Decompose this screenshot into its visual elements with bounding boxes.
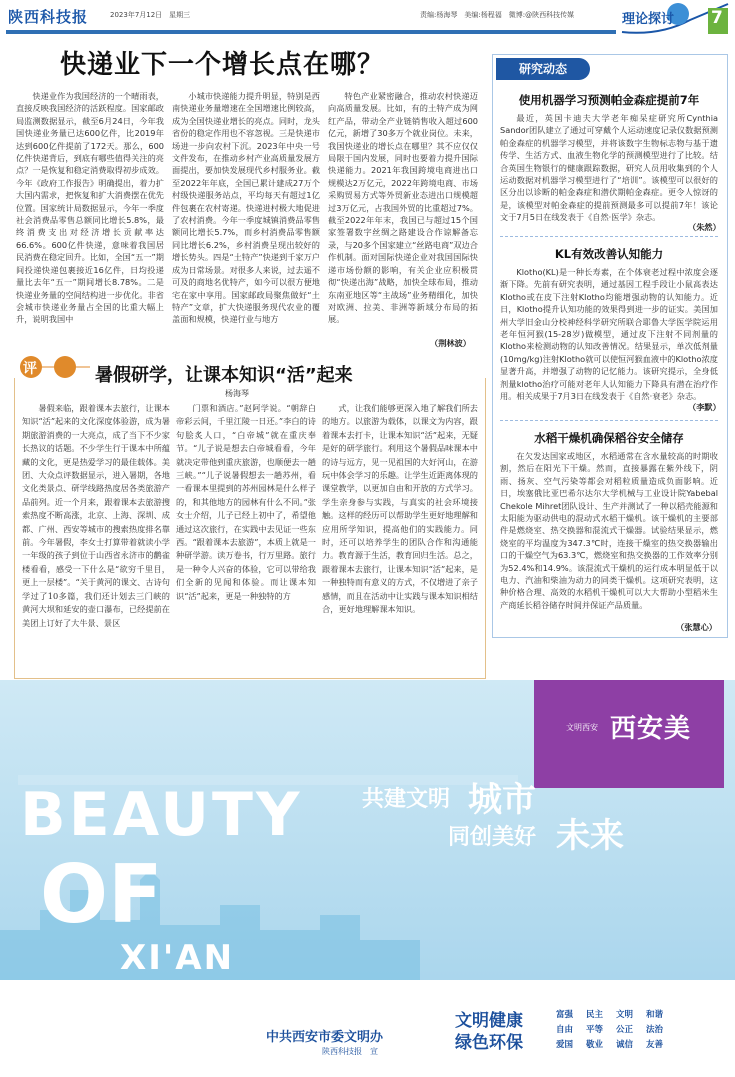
core-value: 敬业 — [586, 1040, 604, 1050]
slogan-line-1-emph: 城市 — [468, 780, 536, 820]
core-value: 爱国 — [556, 1040, 574, 1050]
slogan-line-2-emph: 未来 — [556, 816, 624, 856]
ad-organization: 中共西安市委文明办 — [266, 1030, 384, 1045]
research-item-text: Klotho(KL)是一种长寿素，在个体衰老过程中浓度会逐渐下降。先前有研究表明，通过基因工程手段让小鼠高表达Klotho或在皮下注射Klotho均能增强动物的认知能力。近日，Klotho提升认知功能的效果得到进一步的证实。美国加州大学旧金山分校神经科学研究所联合耶鲁大学医学院运用老年恒河猴(15-28岁)做模型，通过皮下注射不同剂量的Klotho来检测动物的认知改善情况。结果显示，单次低剂量(10mg/kg)注射Klotho就可以使恒河猴血液中的Klotho浓度显著升高，并增强了动物的记忆能力。该研究提示，全身低剂量klotho治疗可能对老年人认知能力下降具有潜在治疗作用。相关成果于7月3日在线发表于《自然·衰老》杂志。 — [500, 267, 718, 402]
article-text: 快递业作为我国经济的一个晴雨表，直接反映我国经济的活跃程度。国家邮政局监测数据显示，截至6月24日，今年我国快递业务量已达600亿件，比2019年达到600亿件提前了172天。那么，600亿件快递背后，到底有哪些值得关注的亮点？一是恢复和稳定消费取得初步成效。今年《政府工作报告》明确提出，着力扩大国内需求，把恢复和扩大消费摆在优先位置。国家统计局数据显示，今年一季度社会消费品零售总额同比增长5.8%，最终消费支出对经济增长贡献率达66.6%。600亿件快递，意味着我国居民消费在稳定回升。比如，全国“五一”期间投递快递包裹接近16亿件，日均投递量比去年“五一”期间增长8.78%。二是快递业务量的空间结构进一步优化。非省会城市快递业务量占全国的比重大幅上升，说明我国中 — [16, 91, 164, 325]
article-column-1 — [16, 90, 164, 352]
article-text: 特色产业紧密融合，推动农村快递迈向高质量发展。比如，有的土特产成为网红产品，带动全产业链销售收入超过600亿元，新增了30多万个就业岗位。未来，我国快递业的增长点在哪里？其不应仅仅局限于国内发展，同时也要着力提升国际快递能力。2021年我国跨境电商进出口规模达2万亿元，2022年跨境电商、市场采购贸易方式等外贸新业态进出口规模超过3万亿元，占我国外贸的比重超过7%。截至2022年年末，我国已与超过15个国家签署数字丝绸之路建设合作谅解备忘录，与20多个国家建立“丝路电商”双边合作机制。面对国际快递企业对我国国际快递市场份额的影响，有关企业应积极贯彻“快递出海”战略，加快全球布局，推动东南亚地区等“主战场”业务精细化，加快对欧洲、拉美、非洲等新域分布局的拓展。 — [328, 91, 478, 325]
issue-date: 2023年7月12日 星期三 — [110, 11, 191, 19]
article-column-3 — [328, 90, 478, 338]
section-badge — [620, 2, 730, 36]
research-news-tag: 研究动态 — [496, 58, 590, 80]
commentary-column-1 — [22, 402, 170, 674]
page-number: 7 — [711, 8, 723, 28]
divider — [500, 420, 718, 421]
commentary-tag — [20, 356, 90, 397]
slogan-line-2: 同创美好 — [448, 825, 537, 850]
article-text: 小城市快递能力提升明显，特别是西南快递业务量增速在全国增速比例较高，成为全国快递业增长的亮点。同时，龙头省份的稳定作用也不容忽视。三是快递市场进一步向农村下沉。2023年中央一号文件发布，在推动乡村产业高质量发展方面提出，要加快发展现代乡村服务业。截至2022年年底，全国已累计建成27万个村级快递服务站点，平均每天有超过1亿件包裹在农村寄递。快递进村极大地促进了农村消费。今年一季度城镇消费品零售额同比增长5.7%，而乡村消费品零售额同比增长6.2%，乡村消费呈现出较好的增长势头。四是“土特产”快递到千家万户成为日常场景。对很多人来说，过去遥不可及的商地名优特产，如今可以很方便地宅在家中享用。国家邮政局聚焦做好“土特产”文章，扩大快递服务现代农业的覆盖面和规模，快递行业与地方 — [172, 91, 320, 325]
slogan-line-1: 共建文明 — [362, 787, 451, 812]
commentary-tag-label: 评论 — [23, 361, 56, 397]
masthead: 陕西科技报 — [8, 8, 89, 26]
commentary-column-2 — [176, 402, 316, 674]
core-values-grid — [556, 1008, 726, 1053]
core-value: 公正 — [616, 1025, 634, 1035]
core-value: 诚信 — [616, 1040, 634, 1050]
civilization-ad — [0, 680, 735, 1077]
research-item-title: 使用机器学习预测帕金森症提前7年 — [518, 93, 700, 107]
core-value: 友善 — [646, 1040, 664, 1050]
core-value: 和谐 — [646, 1010, 664, 1020]
ad-publisher: 陕西科技报 宣 — [322, 1047, 378, 1056]
badge-small-text: 文明西安 — [566, 723, 598, 732]
green-slogan-1: 文明健康 — [455, 1011, 523, 1031]
page-header — [0, 0, 735, 44]
of-text: OF — [40, 848, 163, 941]
beauty-text: BEAUTY — [20, 780, 303, 850]
core-value: 法治 — [646, 1025, 664, 1035]
research-item-text: 最近，英国卡迪夫大学老年痴呆症研究所Cynthia Sandor团队建立了通过可穿戴个人运动速度记录仪数据预测帕金森症的机器学习模型，并将该数字生物标志物与基于遗传学、生活方式、血液生物化学的预测模型进行了比较。结合英国生物银行的健康跟踪数据，研究人员用收集到的个人运动数据对机器学习模型进行了“培训”。该模型可以很好的区分出以诊断的帕金森症和潜伏期帕金森症。更令人惊讶的是，该模型对帕金森症的提前预测最多可以提前7年！该论文于7月5日在线发表于《自然·医学》杂志。 — [500, 113, 718, 223]
core-value: 文明 — [616, 1010, 634, 1020]
core-values-row — [556, 1023, 726, 1038]
research-item-author: （李默） — [688, 402, 721, 412]
core-values-row — [556, 1008, 726, 1023]
commentary-text: 式，让我们能够更深入地了解我们所去的地方。以旅游为载体，以课文为内容，跟着课本去打卡，让课本知识“活”起来，无疑是好的研学旅行。利用这个暑假品味课本中的诗与远方，见一见祖国的大好河山，在游玩中体会学习的乐趣。让学生近距离体现的课堂教学，以更加自由和开放的方式学习。学生亲身参与实践，与真实的社会环境接触。这样的经历可以帮助学生更好地理解和应用所学知识，提高他们的实践能力。同时，还可以培养学生的团队合作和沟通能力。教育源于生活，教育回归生活。总之，跟着课本去旅行，让课本知识“活”起来，是一种独特而有意义的方式，不仅增进了亲子感情，而且在活动中让实践与课本知识相结合，更好地理解课本知识。 — [322, 403, 478, 615]
commentary-text: 暑假来临，跟着课本去旅行，让课本知识“活”起来的文化深度体验游，成为暑期旅游消费的一大亮点，成了当下不少家长热议的话题。不少学生行于课本中所蕴藏的文化，更是热爱学习的最佳载体。美团、大众点评数据显示，进入暑期，各地文化类景点、研学线路热度居各类旅游产品前列。近一个月来，跟着课本去旅游搜索热度不断高涨，北京、上海、深圳、成都、广州、西安等城市的搜索热度排名靠前。今年暑假，李女士打算带着就读小学一年级的孩子到位于山西省永济市的鹳雀楼看看，感受一下什么是“欲穷千里目，更上一层楼”。“关于黄河的课文、古诗句学过了10多篇，我们还计划去三门峡的黄河大坝和延安的壶口瀑布，已经提前在美团上订好了大牛景、景区 — [22, 403, 170, 628]
article-column-2 — [172, 90, 320, 352]
main-headline: 快递业下一个增长点在哪？ — [60, 50, 385, 80]
section-name: 理论探讨 — [622, 12, 675, 27]
research-item-text: 在欠发达国家或地区，水稻通常在含水量较高的时期收割，然后在阳光下干燥。然而，直接暴露在紫外线下，阴雨、扬灰、空气污染等都会对稻粒质量造成负面影响。近日，埃塞俄比亚巴希尔达尔大学机械与工业设计院Yabebal Chekole Mihret团队设计、生产并测试了一种以稻壳能源和太阳能为驱动供电的混动式水稻干燥机。该干燥机的主要部件是燃烧室、热交换器和混流式干燥器。试验结果显示，燃烧室的平均温度为347.3℃时，连接干燥室的热交换器输出口的干燥空气为63.3℃，燃烧室和热交换器的工作效率分别为52.4%和14.9%。该混流式干燥机的运行成本明显低于以电力、汽油和柴油为动力的同类干燥机。这项研究表明，这种价格合理、高效的水稻机干燥机可以大大帮助小型稻米生产商延长稻谷储存时间并保证产品质量。 — [500, 451, 718, 610]
research-item-body — [500, 450, 718, 626]
editor-credits: 责编:杨海琴 美编:杨程福 微博:@陕西科技传媒 — [420, 11, 575, 19]
header-rule — [6, 30, 616, 34]
research-item-body — [500, 266, 718, 404]
research-item-title: 水稻干燥机确保稻谷安全储存 — [534, 431, 684, 445]
badge-big-text: 西安美 — [610, 714, 692, 744]
research-item-title: KL有效改善认知能力 — [554, 247, 664, 261]
research-item-author: （朱然） — [688, 222, 721, 232]
commentary-author: 杨海琴 — [225, 389, 249, 398]
core-value: 民主 — [586, 1010, 604, 1020]
research-item-author: （张慧心） — [676, 622, 717, 632]
core-value: 自由 — [556, 1025, 574, 1035]
commentary-text: 门票和酒店。”赵阿学说。“朝辞白帝彩云间，千里江陵一日还。”李白的诗句脍炙人口，“白帝城”就在重庆奉节。“儿子说是想去白帝城看看，今年就决定带他到重庆旅游，也顺便去一趟三峡。”“儿子说暑假想去一趟苏州，看一看课本里提到的苏州园林是什么样子的，和其他地方的园林有什么不同。”张女士介绍，儿子已经上初中了，希望他通过这次旅行，在实践中去见证一些东西。“跟着课本去旅游”，本质上就是一种研学游。读万卷书，行万里路。旅行是一种令人兴奋的体验，它可以带给我们全新的见闻和体验。而让课本知识“活”起来，更是一种独特的方 — [176, 403, 316, 601]
commentary-column-3 — [322, 402, 478, 674]
green-slogan-2: 绿色环保 — [455, 1033, 523, 1053]
core-values-row — [556, 1038, 726, 1053]
research-item-body — [500, 112, 718, 224]
commentary-headline: 暑假研学，让课本知识“活”起来 — [95, 365, 353, 386]
core-value: 平等 — [586, 1025, 604, 1035]
divider — [500, 236, 718, 237]
article-author: （荆林波） — [430, 338, 471, 348]
core-value: 富强 — [556, 1010, 574, 1020]
xian-text: XI'AN — [120, 938, 235, 978]
